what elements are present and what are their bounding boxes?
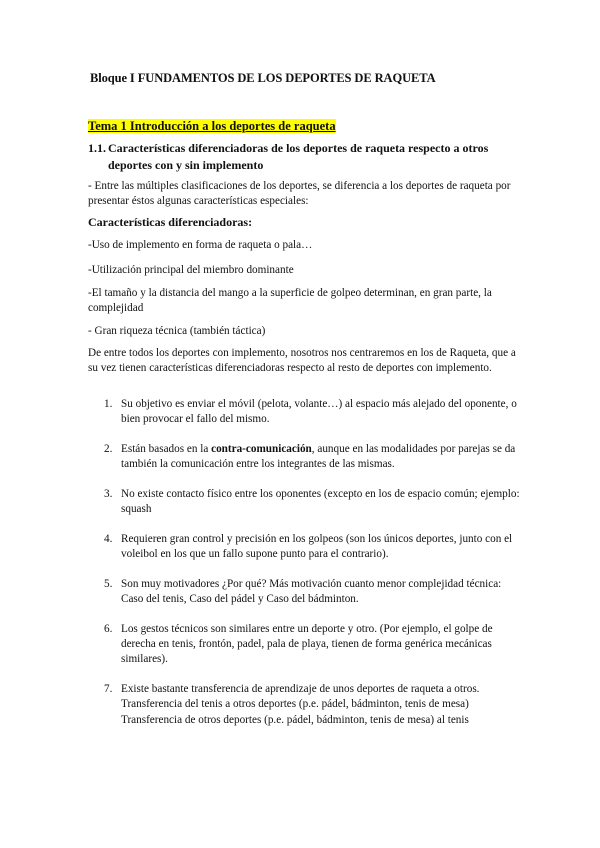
list-number: 3. <box>104 487 113 500</box>
list-text: Existe bastante transferencia de aprendizaje de unos deportes de raqueta a otros. Transferencia del tenis a otros deportes (p.e. pádel, bádminton, tenis de mesa) Transferencia de otros deportes (p.e. pádel, bádminton, tenis de mesa) al tenis <box>121 682 480 726</box>
list-item <box>88 532 520 563</box>
list-number: 2. <box>104 442 113 455</box>
characteristic-item: -Utilización principal del miembro dominante <box>88 264 294 276</box>
list-text: Los gestos técnicos son similares entre un deporte y otro. (Por ejemplo, el golpe de derecha en tenis, frontón, padel, pala de playa, tienen de forma genérica mecánicas similares). <box>121 622 493 666</box>
list-item <box>88 682 520 728</box>
list-text-post: , aunque en las modalidades por parejas se da también la comunicación entre los integrantes de las mismas. <box>121 442 516 471</box>
list-text: Su objetivo es enviar el móvil (pelota, volante…) al espacio más alejado del oponente, o bien provocar el fallo del mismo. <box>121 398 517 426</box>
characteristics-heading: Características diferenciadoras: <box>88 215 253 229</box>
body-paragraph: De entre todos los deportes con implemento, nosotros nos centraremos en los de Raqueta, que a su vez tienen características diferenciadoras respecto al resto de deportes con implemento. <box>88 347 516 375</box>
tema-title-highlight: Tema 1 Introducción a los deportes de raqueta <box>88 119 336 133</box>
characteristic-item: -El tamaño y la distancia del mango a la superficie de golpeo determinan, en gran parte, la complejidad <box>88 287 492 315</box>
list-number: 6. <box>104 622 113 635</box>
list-number: 4. <box>104 532 113 545</box>
tema-title <box>88 118 336 135</box>
list-number: 5. <box>104 577 113 590</box>
intro-paragraph: - Entre las múltiples clasificaciones de los deportes, se diferencia a los deportes de raqueta por presentar éstos algunas características especiales: <box>88 180 511 208</box>
list-number: 1. <box>104 398 113 410</box>
characteristic-item: -Uso de implemento en forma de raqueta o pala… <box>88 239 313 251</box>
section-heading <box>88 140 518 174</box>
block-title: Bloque I FUNDAMENTOS DE LOS DEPORTES DE RAQUETA <box>90 71 436 85</box>
list-text-pre: Están basados en la <box>121 442 212 455</box>
list-item <box>88 397 520 428</box>
list-item <box>88 577 520 608</box>
section-title: Características diferenciadoras de los deportes de raqueta respecto a otros deportes con y sin implemento <box>108 141 489 172</box>
section-number: 1.1. <box>88 141 106 155</box>
list-text-bold: contra-comunicación <box>211 442 312 455</box>
list-item <box>88 487 520 518</box>
list-text: No existe contacto físico entre los oponentes (excepto en los de espacio común; ejemplo: squash <box>121 487 520 516</box>
numbered-list <box>88 397 520 728</box>
list-item <box>88 442 520 473</box>
list-item <box>88 622 520 668</box>
list-text: Son muy motivadores ¿Por qué? Más motivación cuanto menor complejidad técnica: Caso del tenis, Caso del pádel y Caso del bádminton. <box>121 577 502 606</box>
list-text: Requieren gran control y precisión en los golpeos (son los únicos deportes, junto con el voleibol en los que un fallo supone punto para el contrario). <box>121 532 513 561</box>
characteristic-item: - Gran riqueza técnica (también táctica) <box>88 325 266 337</box>
list-number: 7. <box>104 682 113 695</box>
